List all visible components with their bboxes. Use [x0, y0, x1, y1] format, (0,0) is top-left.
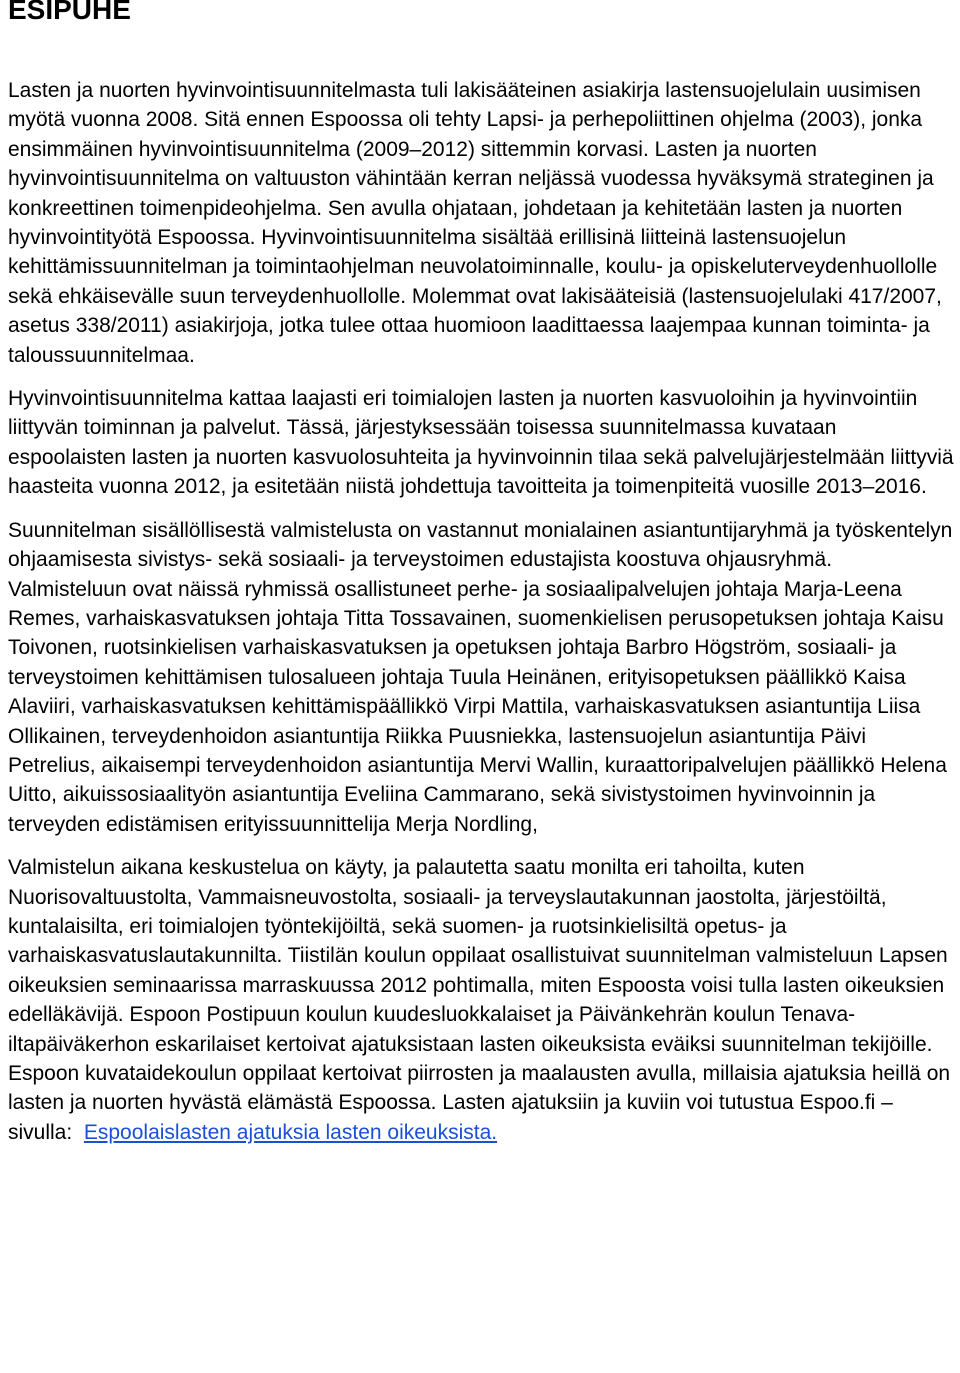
espoolaislasten-link[interactable]: Espoolaislasten ajatuksia lasten oikeuksista.	[83, 1120, 498, 1144]
paragraph-3: Suunnitelman sisällöllisestä valmistelusta on vastannut monialainen asiantuntijaryhmä ja työskentelyn ohjaamisesta sivistys- sekä sosiaali- ja terveystoimen edustajista koostuva ohjausryhmä. Valmisteluun ovat näissä ryhmissä osallistuneet perhe- ja sosiaalipalvelujen johtaja Marja-Leena Remes, varhaiskasvatuksen johtaja Titta Tossavainen, suomenkielisen perusopetuksen johtaja Kaisu Toivonen, ruotsinkielisen varhaiskasvatuksen ja opetuksen johtaja Barbro Högström, sosiaali- ja terveystoimen kehittämisen tulosalueen johtaja Tuula Heinänen, erityisopetuksen päällikkö Kaisa Alaviiri, varhaiskasvatuksen kehittämispäällikkö Virpi Mattila, varhaiskasvatuksen asiantuntija Liisa Ollikainen, terveydenhoidon asiantuntija Riikka Puusniekka, lastensuojelun asiantuntija Päivi Petrelius, aikaisempi terveydenhoidon asiantuntija Mervi Wallin, kuraattoripalvelujen päällikkö Helena Uitto, aikuissosiaalityön asiantuntija Eveliina Cammarano, sekä sivistystoimen hyvinvoinnin ja terveyden edistämisen erityissuunnittelija Merja Nordling,	[8, 518, 953, 836]
page-title: ESIPUHE	[8, 0, 131, 25]
paragraph-1: Lasten ja nuorten hyvinvointisuunnitelmasta tuli lakisääteinen asiakirja lastensuojelulain uusimisen myötä vuonna 2008. Sitä ennen Espoossa oli tehty Lapsi- ja perhepoliittinen ohjelma (2003), jonka ensimmäinen hyvinvointisuunnitelma (2009–2012) sittemmin korvasi. Lasten ja nuorten hyvinvointisuunnitelma on valtuuston vähintään kerran neljässä vuodessa hyväksymä strateginen ja konkreettinen toimenpideohjelma. Sen avulla ohjataan, johdetaan ja kehitetään lasten ja nuorten hyvinvointityötä Espoossa. Hyvinvointisuunnitelma sisältää erillisinä liitteinä lastensuojelun kehittämissuunnitelman ja toimintaohjelman neuvolatoiminnalle, koulu- ja opiskeluterveydenhuollolle sekä ehkäisevälle suun terveydenhuollolle. Molemmat ovat lakisääteisiä (lastensuojelulaki 417/2007, asetus 338/2011) asiakirjoja, jotka tulee ottaa huomioon laadittaessa laajempaa kunnan toiminta- ja taloussuunnitelmaa.	[8, 79, 942, 367]
paragraph-4-text: Valmistelun aikana keskustelua on käyty, ja palautetta saatu monilta eri tahoilta, kuten Nuorisovaltuustolta, Vammaisneuvostolta, sosiaali- ja terveyslautakunnan jaostolta, järjestöiltä, kuntalaisilta, eri toimialojen työntekijöiltä, sekä suomen- ja ruotsinkielisiltä opetus- ja varhaiskasvatuslautakunnilta. Tiistilän koulun oppilaat osallistuivat suunnitelman valmisteluun Lapsen oikeuksien seminaarissa marraskuussa 2012 pohtimalla, miten Espoosta voisi tulla lasten oikeuksien edelläkävijä. Espoon Postipuun koulun kuudesluokkalaiset ja Päivänkehrän koulun Tenava-iltapäiväkerhon eskarilaiset kertoivat ajatuksistaan lasten oikeuksista eväiksi suunnitelman tekijöille. Espoon kuvataidekoulun oppilaat kertoivat piirrosten ja maalausten avulla, millaisia ajatuksia heillä on lasten ja nuorten hyvästä elämästä Espoossa. Lasten ajatuksiin ja kuviin voi tutustua Espoo.fi –sivulla:	[8, 856, 951, 1144]
paragraph-4	[8, 853, 956, 1147]
document-page	[8, 0, 956, 1147]
paragraph-2: Hyvinvointisuunnitelma kattaa laajasti eri toimialojen lasten ja nuorten kasvuoloihin ja hyvinvointiin liittyvän toiminnan ja palvelut. Tässä, järjestyksessään toisessa suunnitelmassa kuvataan espoolaisten lasten ja nuorten kasvuolosuhteita ja hyvinvoinnin tilaa sekä palvelujärjestelmään liittyviä haasteita vuonna 2012, ja esitetään niistä johdettuja tavoitteita ja toimenpiteitä vuosille 2013–2016.	[8, 387, 954, 499]
